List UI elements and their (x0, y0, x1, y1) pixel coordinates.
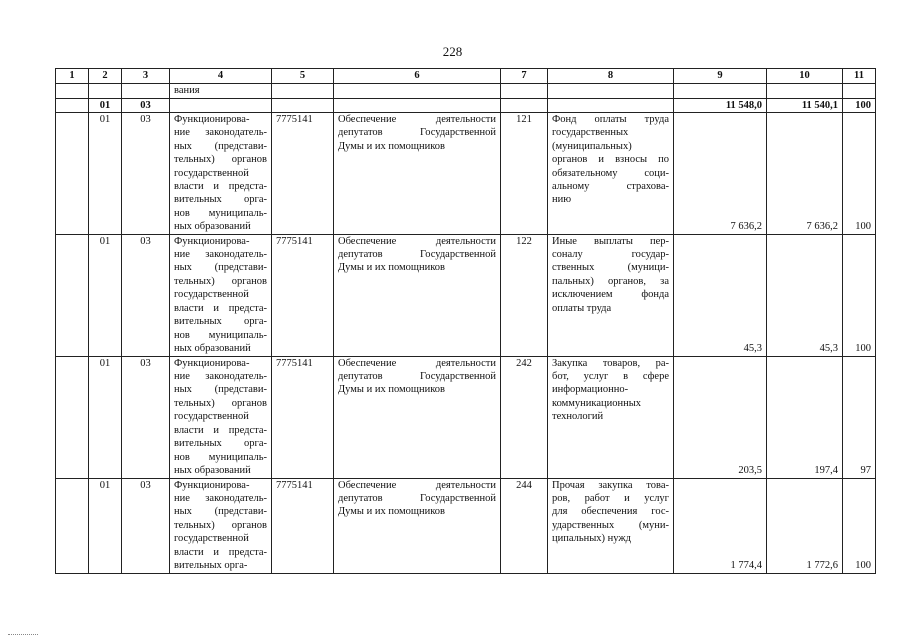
cell-text-line: ных (представи- (174, 506, 267, 518)
summary-row (56, 99, 876, 113)
cell-text-line: Функционирова- (174, 235, 250, 247)
cell-text-line: Думы и их помощников (338, 140, 445, 152)
cell-text-line: нов муниципаль- (174, 329, 267, 341)
header-cell: 11 (843, 69, 876, 84)
cell-text-line: Прочая закупка това- (552, 479, 669, 491)
cell-text-line: Функционирова- (174, 357, 250, 369)
cell-text-line: обязательному соци- (552, 167, 669, 179)
header-cell: 5 (272, 69, 334, 84)
empty-cell (56, 113, 89, 235)
planned-amount: 203,5 (674, 356, 767, 478)
header-cell: 8 (548, 69, 674, 84)
cell-text-line: оплаты труда (552, 302, 612, 314)
execution-percent: 100 (843, 99, 876, 113)
cell-text-line: ных образований (174, 342, 251, 354)
cell-text-line: Функционирова- (174, 479, 250, 491)
cell-text-line: бот, услуг в сфере (552, 371, 669, 383)
expense-type-code: 242 (501, 356, 548, 478)
subsection-code: 03 (122, 356, 170, 478)
target-article-name (334, 234, 501, 356)
subsection-code: 03 (122, 478, 170, 573)
cell-text-line: вительных орга- (174, 560, 248, 572)
subsection-name (170, 234, 272, 356)
cell-text-line: ных (представи- (174, 262, 267, 274)
cell-text-line: Думы и их помощников (338, 506, 445, 518)
cell-text-line: власти и предста- (174, 181, 267, 193)
executed-amount: 1 772,6 (767, 478, 843, 573)
continuation-row (56, 84, 876, 99)
section-code: 01 (89, 99, 122, 113)
target-article-code: 7775141 (272, 113, 334, 235)
cell-text-line: Обеспечение деятельности (338, 114, 496, 125)
cell-text-line: нию (552, 194, 572, 206)
cell-text-line: Иные выплаты пер- (552, 235, 669, 247)
cell-text-line: ние законодатель- (174, 493, 267, 505)
cell-text-line: ние законодатель- (174, 127, 267, 139)
target-article-code: 7775141 (272, 478, 334, 573)
cell-text-line: ных (представи- (174, 384, 267, 396)
cell-text-line: Закупка товаров, ра- (552, 357, 669, 369)
target-article-code: 7775141 (272, 234, 334, 356)
header-cell: 6 (334, 69, 501, 84)
table-row (56, 113, 876, 235)
cell-text-line: Обеспечение деятельности (338, 479, 496, 491)
cell-text-line: тельных) органов (174, 519, 267, 531)
section-code: 01 (89, 356, 122, 478)
expense-type-name (548, 234, 674, 356)
cell-text-line: ных образований (174, 221, 251, 233)
scan-artifact (8, 634, 38, 636)
cell-text-line: государственных (552, 127, 629, 139)
header-cell: 7 (501, 69, 548, 84)
table-row (56, 356, 876, 478)
subsection-code: 03 (122, 113, 170, 235)
executed-amount: 45,3 (767, 234, 843, 356)
executed-amount: 197,4 (767, 356, 843, 478)
cell-text-line: вительных орга- (174, 316, 267, 328)
cell-text-line: ние законодатель- (174, 249, 267, 261)
execution-percent: 97 (843, 356, 876, 478)
header-cell: 2 (89, 69, 122, 84)
cell-text-line: государственной (174, 289, 249, 301)
cell-text-line: исключением фонда (552, 289, 669, 301)
expense-type-code: 244 (501, 478, 548, 573)
subsection-name (170, 356, 272, 478)
executed-amount: 7 636,2 (767, 113, 843, 235)
subsection-name (170, 113, 272, 235)
table-row (56, 478, 876, 573)
expense-type-name (548, 356, 674, 478)
cell-text-line: Думы и их помощников (338, 262, 445, 274)
expense-type-code: 122 (501, 234, 548, 356)
cell-text-line: информационно- (552, 384, 629, 396)
cell-text-line: для обеспечения гос- (552, 506, 669, 518)
header-row (56, 69, 876, 84)
target-article-name (334, 356, 501, 478)
table-row (56, 234, 876, 356)
cell-text-line: государственной (174, 533, 249, 545)
target-article-code: 7775141 (272, 356, 334, 478)
header-cell: 9 (674, 69, 767, 84)
section-code: 01 (89, 113, 122, 235)
cell-text-line: государственной (174, 167, 249, 179)
cell-text-line: депутатов Государственной (338, 493, 496, 505)
cell-text-line: депутатов Государственной (338, 371, 496, 383)
target-article-name (334, 113, 501, 235)
cell-text-line: ров, работ и услуг (552, 493, 669, 505)
cell-text-line: коммуникационных (552, 397, 642, 409)
execution-percent: 100 (843, 478, 876, 573)
cell-text-line: власти и предста- (174, 302, 267, 314)
header-cell: 3 (122, 69, 170, 84)
expense-type-name (548, 478, 674, 573)
expense-type-name (548, 113, 674, 235)
cell-text-line: тельных) органов (174, 275, 267, 287)
cell-text-line: тельных) органов (174, 154, 267, 166)
planned-amount: 11 548,0 (674, 99, 767, 113)
section-code: 01 (89, 478, 122, 573)
cell-text-line: (муниципальных) (552, 140, 632, 152)
cell-text-line: пальных) органов, за (552, 275, 669, 287)
cell-text-line: ударственных (муни- (552, 519, 669, 531)
empty-cell (56, 478, 89, 573)
cell-text-line: Обеспечение деятельности (338, 357, 496, 369)
cell-text-line: альному страхова- (552, 181, 669, 193)
empty-cell (56, 234, 89, 356)
planned-amount: 45,3 (674, 234, 767, 356)
cell-text-line: Фонд оплаты труда (552, 114, 669, 125)
cell-text-line: вительных орга- (174, 194, 267, 206)
cell-text-line: ципальных) нужд (552, 533, 632, 545)
cell-text-line: Функционирова- (174, 114, 250, 125)
empty-cell (56, 356, 89, 478)
cell-text-line: вительных орга- (174, 438, 267, 450)
section-code: 01 (89, 234, 122, 356)
planned-amount: 7 636,2 (674, 113, 767, 235)
execution-percent: 100 (843, 234, 876, 356)
continuation-text: вания (170, 84, 272, 99)
execution-percent: 100 (843, 113, 876, 235)
header-cell: 1 (56, 69, 89, 84)
cell-text-line: нов муниципаль- (174, 207, 267, 219)
cell-text-line: ных образований (174, 464, 251, 476)
cell-text-line: власти и предста- (174, 546, 267, 558)
subsection-code: 03 (122, 99, 170, 113)
header-cell: 10 (767, 69, 843, 84)
cell-text-line: Думы и их помощников (338, 384, 445, 396)
subsection-code: 03 (122, 234, 170, 356)
subsection-name (170, 478, 272, 573)
cell-text-line: соналу государ- (552, 249, 669, 261)
budget-table (55, 68, 876, 574)
cell-text-line: тельных) органов (174, 397, 267, 409)
cell-text-line: ние законодатель- (174, 371, 267, 383)
cell-text-line: депутатов Государственной (338, 127, 496, 139)
cell-text-line: технологий (552, 411, 604, 423)
cell-text-line: ных (представи- (174, 140, 267, 152)
cell-text-line: ственных (муници- (552, 262, 669, 274)
cell-text-line: государственной (174, 411, 249, 423)
expense-type-code: 121 (501, 113, 548, 235)
planned-amount: 1 774,4 (674, 478, 767, 573)
executed-amount: 11 540,1 (767, 99, 843, 113)
cell-text-line: депутатов Государственной (338, 249, 496, 261)
cell-text-line: органов и взносы по (552, 154, 669, 166)
header-cell: 4 (170, 69, 272, 84)
target-article-name (334, 478, 501, 573)
cell-text-line: власти и предста- (174, 424, 267, 436)
cell-text-line: Обеспечение деятельности (338, 235, 496, 247)
cell-text-line: нов муниципаль- (174, 451, 267, 463)
page-number: 228 (442, 44, 463, 59)
